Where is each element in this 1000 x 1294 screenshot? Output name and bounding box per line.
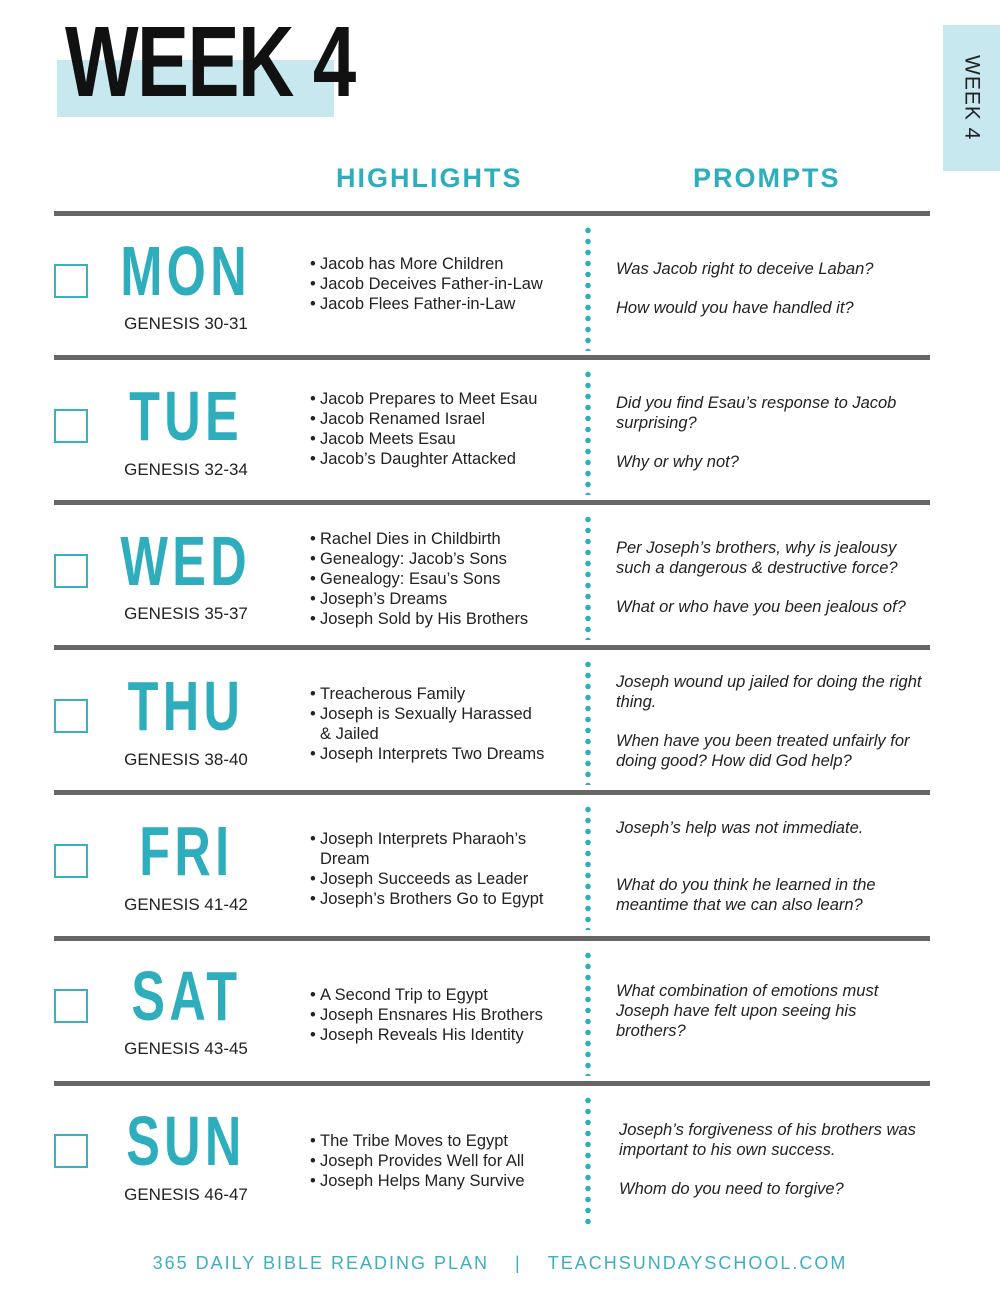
footer-website: TEACHSUNDAYSCHOOL.COM <box>547 1253 848 1273</box>
highlight-item: • Joseph Sold by His Brothers <box>310 609 580 629</box>
day-name: FRI <box>138 812 234 890</box>
highlight-item: • Joseph’s Dreams <box>310 589 580 609</box>
highlight-item: • Joseph Provides Well for All <box>310 1151 580 1171</box>
row-divider <box>54 790 930 795</box>
prompt-question: What or who have you been jealous of? <box>616 598 906 616</box>
highlights-list <box>310 389 580 469</box>
highlight-item: • Joseph’s Brothers Go to Egypt <box>310 889 580 909</box>
dotted-divider <box>585 804 591 930</box>
highlights-list <box>310 985 580 1045</box>
day-label <box>54 1102 318 1180</box>
scripture-reference: GENESIS 32-34 <box>124 460 248 479</box>
highlight-item: • Joseph Helps Many Survive <box>310 1171 580 1191</box>
dotted-divider <box>585 225 591 351</box>
prompt-question: Did you find Esau’s response to Jacob surprising? <box>616 394 897 432</box>
day-name: WED <box>120 522 252 600</box>
dotted-divider <box>585 1095 591 1227</box>
prompts-header: PROMPTS <box>693 163 841 193</box>
highlight-item: • Genealogy: Esau’s Sons <box>310 569 580 589</box>
highlights-list <box>310 254 580 314</box>
highlight-item: • Joseph Succeeds as Leader <box>310 869 580 889</box>
prompts-block <box>616 981 926 1060</box>
footer-plan-name: 365 DAILY BIBLE READING PLAN <box>152 1253 490 1273</box>
scripture-reference: GENESIS 35-37 <box>124 604 248 623</box>
prompt-question: When have you been treated unfairly for doing good? How did God help? <box>616 732 910 770</box>
dotted-divider <box>585 659 591 785</box>
prompts-block <box>616 672 926 790</box>
highlights-list <box>310 1131 580 1191</box>
highlight-item: • A Second Trip to Egypt <box>310 985 580 1005</box>
highlights-header: HIGHLIGHTS <box>336 163 523 193</box>
highlight-item: • Joseph is Sexually Harassed & Jailed <box>310 704 580 744</box>
highlight-item: • The Tribe Moves to Egypt <box>310 1131 580 1151</box>
highlight-item: • Jacob has More Children <box>310 254 580 274</box>
day-label <box>54 667 318 745</box>
scripture-reference: GENESIS 43-45 <box>124 1039 248 1058</box>
day-label <box>54 377 318 455</box>
highlight-item: • Genealogy: Jacob’s Sons <box>310 549 580 569</box>
highlight-item: • Rachel Dies in Childbirth <box>310 529 580 549</box>
row-divider <box>54 645 930 650</box>
day-name: SUN <box>126 1102 246 1180</box>
prompts-block <box>616 538 926 636</box>
prompt-question: What do you think he learned in the meantime that we can also learn? <box>616 876 876 914</box>
day-label <box>54 522 318 600</box>
highlights-list <box>310 829 580 909</box>
day-label <box>54 812 318 890</box>
side-tab <box>943 25 1000 171</box>
row-divider <box>54 355 930 360</box>
highlight-item: • Jacob Meets Esau <box>310 429 580 449</box>
row-divider <box>54 500 930 505</box>
highlight-item: • Joseph Interprets Pharaoh’s Dream <box>310 829 580 869</box>
prompt-question: Joseph’s help was not immediate. <box>616 819 864 837</box>
highlight-item: • Jacob’s Daughter Attacked <box>310 449 580 469</box>
prompt-question: How would you have handled it? <box>616 299 854 317</box>
highlight-item: • Treacherous Family <box>310 684 580 704</box>
prompts-block <box>619 1120 929 1218</box>
highlights-list <box>310 684 580 764</box>
prompt-question: Whom do you need to forgive? <box>619 1180 844 1198</box>
prompt-question: What combination of emotions must Joseph have felt upon seeing his brothers? <box>616 982 879 1040</box>
day-name: THU <box>127 667 245 745</box>
prompts-block <box>616 259 926 337</box>
highlight-item: • Joseph Interprets Two Dreams <box>310 744 580 764</box>
footer <box>0 1253 1000 1274</box>
prompts-block <box>616 818 926 952</box>
row-divider <box>54 1081 930 1086</box>
highlights-list <box>310 529 580 629</box>
page-title: WEEK 4 <box>65 6 355 118</box>
dotted-divider <box>585 950 591 1076</box>
day-label <box>54 232 318 310</box>
footer-separator: | <box>515 1253 522 1273</box>
prompt-question: Per Joseph’s brothers, why is jealousy such a dangerous & destructive force? <box>616 539 898 577</box>
prompts-block <box>616 393 926 491</box>
dotted-divider <box>585 369 591 495</box>
day-name: MON <box>120 232 252 310</box>
scripture-reference: GENESIS 30-31 <box>124 314 248 333</box>
day-name: SAT <box>130 957 242 1035</box>
highlight-item: • Jacob Deceives Father-in-Law <box>310 274 580 294</box>
highlight-item: • Jacob Renamed Israel <box>310 409 580 429</box>
day-name: TUE <box>129 377 243 455</box>
highlight-item: • Jacob Flees Father-in-Law <box>310 294 580 314</box>
prompt-question: Was Jacob right to deceive Laban? <box>616 260 874 278</box>
scripture-reference: GENESIS 41-42 <box>124 895 248 914</box>
highlight-item: • Joseph Ensnares His Brothers <box>310 1005 580 1025</box>
prompt-question: Joseph wound up jailed for doing the right thing. <box>616 673 922 711</box>
dotted-divider <box>585 514 591 640</box>
scripture-reference: GENESIS 46-47 <box>124 1185 248 1204</box>
prompt-question: Why or why not? <box>616 453 739 471</box>
scripture-reference: GENESIS 38-40 <box>124 750 248 769</box>
side-tab-label: WEEK 4 <box>960 55 984 141</box>
highlight-item: • Jacob Prepares to Meet Esau <box>310 389 580 409</box>
highlight-item: • Joseph Reveals His Identity <box>310 1025 580 1045</box>
day-label <box>54 957 318 1035</box>
row-divider <box>54 211 930 216</box>
prompt-question: Joseph’s forgiveness of his brothers was important to his own success. <box>619 1121 916 1159</box>
